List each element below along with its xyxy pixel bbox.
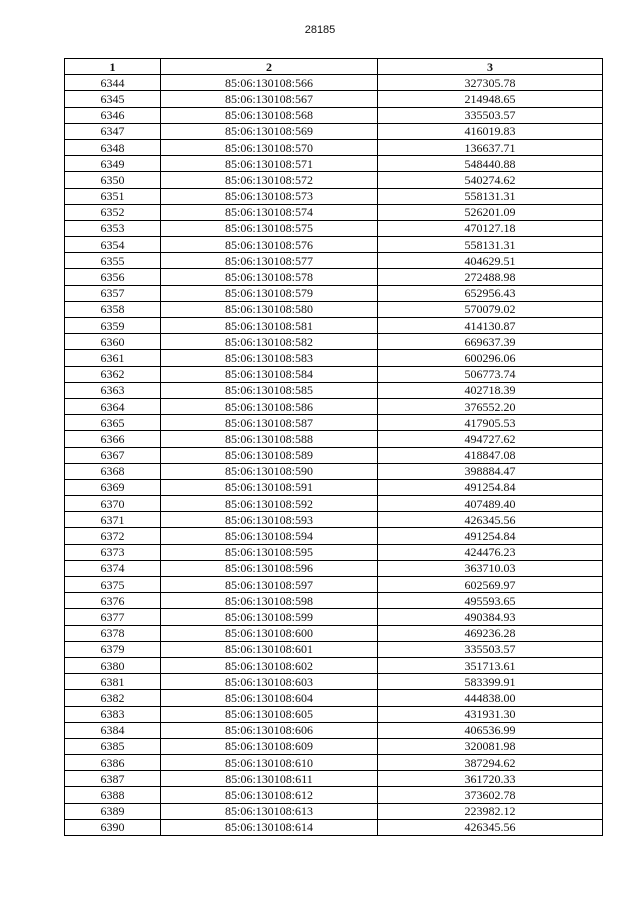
value-cell: 136637.71	[378, 139, 603, 155]
cadastral-number-cell: 85:06:130108:577	[161, 253, 378, 269]
row-number-cell: 6376	[65, 593, 161, 609]
table-row	[65, 803, 603, 819]
table-row	[65, 107, 603, 123]
cadastral-number-cell: 85:06:130108:605	[161, 706, 378, 722]
cadastral-number-cell: 85:06:130108:585	[161, 382, 378, 398]
table-row	[65, 771, 603, 787]
table-row	[65, 253, 603, 269]
row-number-cell: 6389	[65, 803, 161, 819]
value-cell: 417905.53	[378, 415, 603, 431]
row-number-cell: 6366	[65, 431, 161, 447]
row-number-cell: 6369	[65, 479, 161, 495]
value-cell: 402718.39	[378, 382, 603, 398]
cadastral-number-cell: 85:06:130108:575	[161, 220, 378, 236]
row-number-cell: 6355	[65, 253, 161, 269]
row-number-cell: 6381	[65, 674, 161, 690]
table-row	[65, 123, 603, 139]
table-row	[65, 382, 603, 398]
row-number-cell: 6344	[65, 75, 161, 91]
value-cell: 490384.93	[378, 609, 603, 625]
value-cell: 558131.31	[378, 188, 603, 204]
value-cell: 361720.33	[378, 771, 603, 787]
cadastral-number-cell: 85:06:130108:579	[161, 285, 378, 301]
table-row	[65, 188, 603, 204]
table-row	[65, 366, 603, 382]
row-number-cell: 6356	[65, 269, 161, 285]
row-number-cell: 6387	[65, 771, 161, 787]
cadastral-number-cell: 85:06:130108:574	[161, 204, 378, 220]
table-row	[65, 350, 603, 366]
table-row	[65, 318, 603, 334]
cadastral-number-cell: 85:06:130108:581	[161, 318, 378, 334]
cadastral-number-cell: 85:06:130108:613	[161, 803, 378, 819]
value-cell: 669637.39	[378, 334, 603, 350]
row-number-cell: 6367	[65, 447, 161, 463]
row-number-cell: 6371	[65, 512, 161, 528]
column-header-1: 1	[65, 59, 161, 75]
cadastral-number-cell: 85:06:130108:569	[161, 123, 378, 139]
row-number-cell: 6375	[65, 577, 161, 593]
cadastral-number-cell: 85:06:130108:597	[161, 577, 378, 593]
cadastral-number-cell: 85:06:130108:601	[161, 641, 378, 657]
cadastral-number-cell: 85:06:130108:584	[161, 366, 378, 382]
row-number-cell: 6360	[65, 334, 161, 350]
value-cell: 494727.62	[378, 431, 603, 447]
row-number-cell: 6354	[65, 237, 161, 253]
row-number-cell: 6383	[65, 706, 161, 722]
value-cell: 214948.65	[378, 91, 603, 107]
value-cell: 373602.78	[378, 787, 603, 803]
value-cell: 398884.47	[378, 463, 603, 479]
table-row	[65, 91, 603, 107]
value-cell: 407489.40	[378, 496, 603, 512]
value-cell: 540274.62	[378, 172, 603, 188]
value-cell: 469236.28	[378, 625, 603, 641]
value-cell: 376552.20	[378, 398, 603, 414]
row-number-cell: 6349	[65, 156, 161, 172]
cadastral-number-cell: 85:06:130108:593	[161, 512, 378, 528]
cadastral-number-cell: 85:06:130108:598	[161, 593, 378, 609]
table-row	[65, 156, 603, 172]
row-number-cell: 6364	[65, 398, 161, 414]
row-number-cell: 6348	[65, 139, 161, 155]
cadastral-number-cell: 85:06:130108:594	[161, 528, 378, 544]
value-cell: 426345.56	[378, 819, 603, 835]
cadastral-number-cell: 85:06:130108:589	[161, 447, 378, 463]
table-row	[65, 722, 603, 738]
value-cell: 602569.97	[378, 577, 603, 593]
row-number-cell: 6370	[65, 496, 161, 512]
table-row	[65, 398, 603, 414]
value-cell: 320081.98	[378, 738, 603, 754]
value-cell: 351713.61	[378, 657, 603, 673]
value-cell: 506773.74	[378, 366, 603, 382]
cadastral-number-cell: 85:06:130108:567	[161, 91, 378, 107]
table-row	[65, 577, 603, 593]
table-row	[65, 674, 603, 690]
table-row	[65, 269, 603, 285]
cadastral-number-cell: 85:06:130108:604	[161, 690, 378, 706]
cadastral-number-cell: 85:06:130108:583	[161, 350, 378, 366]
value-cell: 444838.00	[378, 690, 603, 706]
table-row	[65, 285, 603, 301]
table-body	[65, 75, 603, 836]
cadastral-number-cell: 85:06:130108:602	[161, 657, 378, 673]
value-cell: 548440.88	[378, 156, 603, 172]
column-header-3: 3	[378, 59, 603, 75]
value-cell: 363710.03	[378, 560, 603, 576]
table-row	[65, 431, 603, 447]
cadastral-number-cell: 85:06:130108:590	[161, 463, 378, 479]
row-number-cell: 6362	[65, 366, 161, 382]
cadastral-number-cell: 85:06:130108:595	[161, 544, 378, 560]
cadastral-number-cell: 85:06:130108:591	[161, 479, 378, 495]
table-row	[65, 544, 603, 560]
row-number-cell: 6358	[65, 301, 161, 317]
table-row	[65, 787, 603, 803]
cadastral-number-cell: 85:06:130108:609	[161, 738, 378, 754]
value-cell: 558131.31	[378, 237, 603, 253]
table-row	[65, 609, 603, 625]
value-cell: 406536.99	[378, 722, 603, 738]
row-number-cell: 6359	[65, 318, 161, 334]
value-cell: 495593.65	[378, 593, 603, 609]
value-cell: 404629.51	[378, 253, 603, 269]
cadastral-number-cell: 85:06:130108:571	[161, 156, 378, 172]
table-row	[65, 75, 603, 91]
row-number-cell: 6388	[65, 787, 161, 803]
value-cell: 416019.83	[378, 123, 603, 139]
row-number-cell: 6347	[65, 123, 161, 139]
value-cell: 583399.91	[378, 674, 603, 690]
table-row	[65, 463, 603, 479]
table-row	[65, 625, 603, 641]
table-row	[65, 738, 603, 754]
cadastral-number-cell: 85:06:130108:600	[161, 625, 378, 641]
table-row	[65, 204, 603, 220]
cadastral-number-cell: 85:06:130108:572	[161, 172, 378, 188]
row-number-cell: 6345	[65, 91, 161, 107]
table-row	[65, 528, 603, 544]
cadastral-number-cell: 85:06:130108:596	[161, 560, 378, 576]
cadastral-number-cell: 85:06:130108:570	[161, 139, 378, 155]
table-row	[65, 301, 603, 317]
row-number-cell: 6350	[65, 172, 161, 188]
table-row	[65, 512, 603, 528]
cadastral-number-cell: 85:06:130108:603	[161, 674, 378, 690]
value-cell: 526201.09	[378, 204, 603, 220]
table-row	[65, 755, 603, 771]
row-number-cell: 6384	[65, 722, 161, 738]
table-row	[65, 690, 603, 706]
row-number-cell: 6390	[65, 819, 161, 835]
value-cell: 335503.57	[378, 107, 603, 123]
value-cell: 418847.08	[378, 447, 603, 463]
row-number-cell: 6365	[65, 415, 161, 431]
row-number-cell: 6352	[65, 204, 161, 220]
table-row	[65, 415, 603, 431]
table-row	[65, 496, 603, 512]
table-row	[65, 593, 603, 609]
row-number-cell: 6374	[65, 560, 161, 576]
value-cell: 387294.62	[378, 755, 603, 771]
row-number-cell: 6373	[65, 544, 161, 560]
cadastral-number-cell: 85:06:130108:610	[161, 755, 378, 771]
row-number-cell: 6377	[65, 609, 161, 625]
table-row	[65, 447, 603, 463]
cadastral-number-cell: 85:06:130108:578	[161, 269, 378, 285]
table-header-row	[65, 59, 603, 75]
value-cell: 424476.23	[378, 544, 603, 560]
cadastral-number-cell: 85:06:130108:587	[161, 415, 378, 431]
cadastral-number-cell: 85:06:130108:606	[161, 722, 378, 738]
table-row	[65, 479, 603, 495]
cadastral-number-cell: 85:06:130108:611	[161, 771, 378, 787]
row-number-cell: 6378	[65, 625, 161, 641]
table-row	[65, 706, 603, 722]
value-cell: 327305.78	[378, 75, 603, 91]
cadastral-number-cell: 85:06:130108:586	[161, 398, 378, 414]
table-row	[65, 657, 603, 673]
row-number-cell: 6368	[65, 463, 161, 479]
cadastral-number-cell: 85:06:130108:612	[161, 787, 378, 803]
cadastral-number-cell: 85:06:130108:614	[161, 819, 378, 835]
table-row	[65, 334, 603, 350]
row-number-cell: 6357	[65, 285, 161, 301]
table-row	[65, 237, 603, 253]
row-number-cell: 6351	[65, 188, 161, 204]
value-cell: 491254.84	[378, 479, 603, 495]
cadastral-number-cell: 85:06:130108:576	[161, 237, 378, 253]
value-cell: 272488.98	[378, 269, 603, 285]
table-row	[65, 220, 603, 236]
row-number-cell: 6363	[65, 382, 161, 398]
value-cell: 426345.56	[378, 512, 603, 528]
value-cell: 491254.84	[378, 528, 603, 544]
value-cell: 652956.43	[378, 285, 603, 301]
cadastral-number-cell: 85:06:130108:573	[161, 188, 378, 204]
value-cell: 570079.02	[378, 301, 603, 317]
value-cell: 335503.57	[378, 641, 603, 657]
cadastral-number-cell: 85:06:130108:580	[161, 301, 378, 317]
row-number-cell: 6372	[65, 528, 161, 544]
cadastral-number-cell: 85:06:130108:592	[161, 496, 378, 512]
parcel-table	[64, 58, 603, 836]
value-cell: 223982.12	[378, 803, 603, 819]
table-row	[65, 560, 603, 576]
row-number-cell: 6361	[65, 350, 161, 366]
table-row	[65, 139, 603, 155]
cadastral-number-cell: 85:06:130108:566	[161, 75, 378, 91]
table-row	[65, 172, 603, 188]
row-number-cell: 6385	[65, 738, 161, 754]
table-row	[65, 819, 603, 835]
value-cell: 470127.18	[378, 220, 603, 236]
row-number-cell: 6386	[65, 755, 161, 771]
row-number-cell: 6380	[65, 657, 161, 673]
table-row	[65, 641, 603, 657]
column-header-2: 2	[161, 59, 378, 75]
cadastral-number-cell: 85:06:130108:599	[161, 609, 378, 625]
row-number-cell: 6346	[65, 107, 161, 123]
cadastral-number-cell: 85:06:130108:588	[161, 431, 378, 447]
cadastral-number-cell: 85:06:130108:582	[161, 334, 378, 350]
page-number: 28185	[304, 24, 336, 36]
row-number-cell: 6379	[65, 641, 161, 657]
value-cell: 600296.06	[378, 350, 603, 366]
value-cell: 431931.30	[378, 706, 603, 722]
row-number-cell: 6353	[65, 220, 161, 236]
cadastral-number-cell: 85:06:130108:568	[161, 107, 378, 123]
row-number-cell: 6382	[65, 690, 161, 706]
value-cell: 414130.87	[378, 318, 603, 334]
